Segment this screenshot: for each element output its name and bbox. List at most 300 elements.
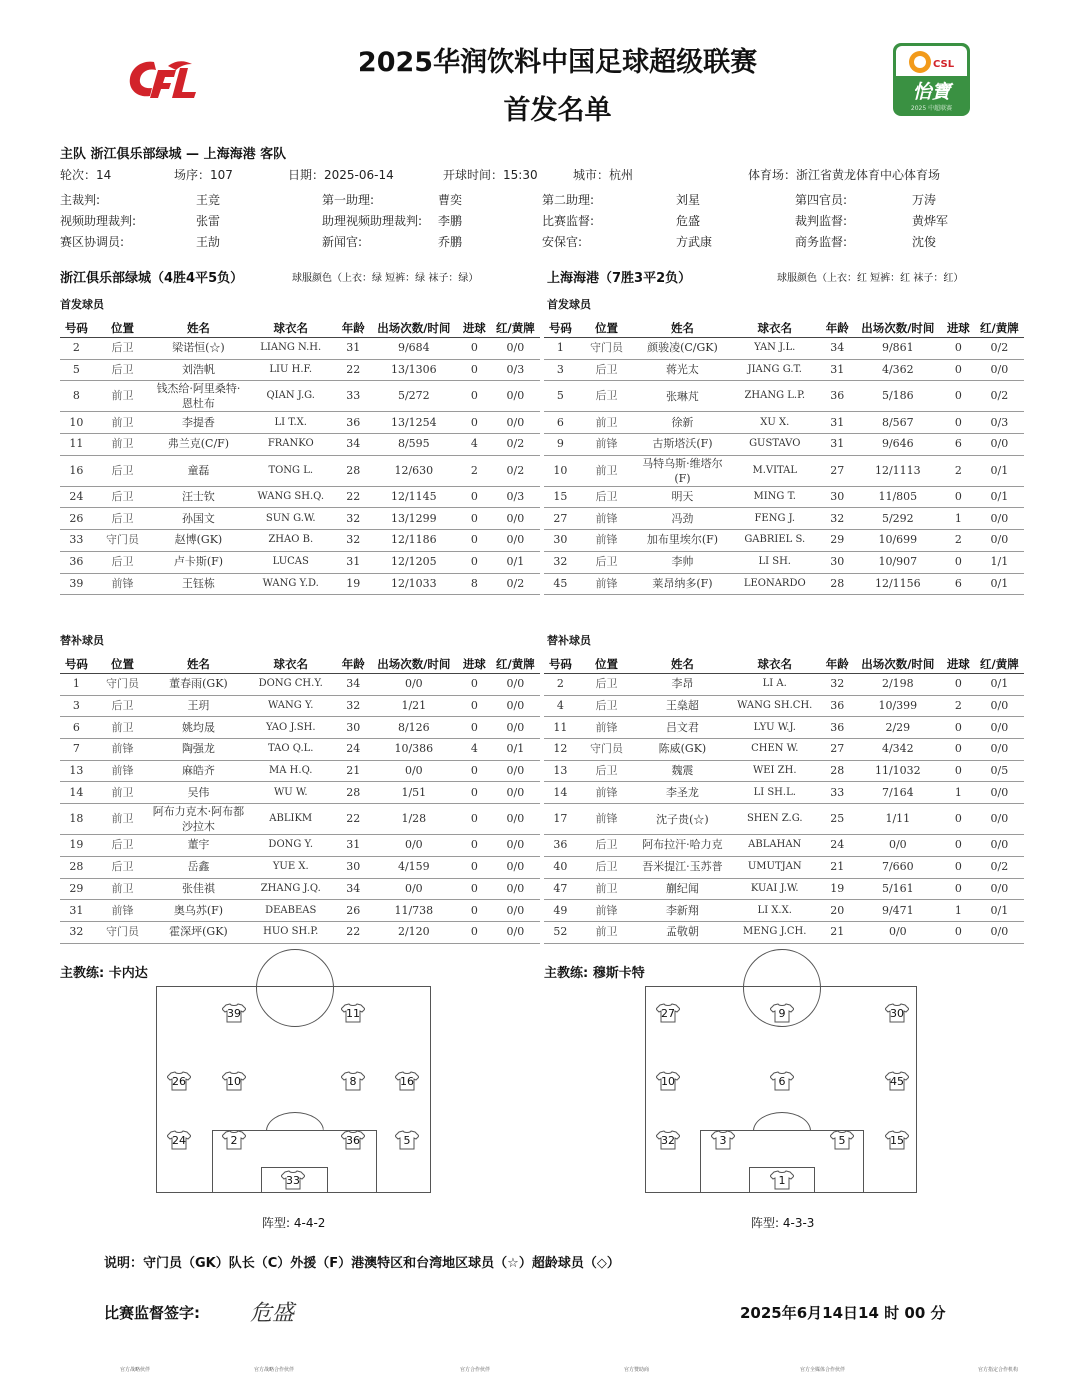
signature-datetime: 2025年6月14日14 时 00 分 <box>740 1304 946 1322</box>
player-position: 前锋 <box>577 434 636 456</box>
appearances: 7/660 <box>854 856 942 878</box>
sponsor-label: 官方合作伙伴 <box>460 1367 491 1373</box>
official-name: 万涛 <box>912 193 937 207</box>
player-row <box>60 530 540 552</box>
page-subtitle: 首发名单 <box>503 95 612 126</box>
player-row <box>544 455 1024 486</box>
goals: 0 <box>458 551 491 573</box>
goals: 0 <box>458 674 491 696</box>
supervisor-signature: 危盛 <box>250 1301 295 1326</box>
player-age: 32 <box>337 508 370 530</box>
player-name: 梁诺恒(☆) <box>152 338 244 360</box>
shirt-name: LI SH. <box>729 551 821 573</box>
player-name: 陶强龙 <box>152 739 244 761</box>
player-age: 30 <box>337 856 370 878</box>
column-header: 位置 <box>93 319 152 338</box>
appearances: 1/51 <box>370 782 458 804</box>
player-row <box>60 760 540 782</box>
player-age: 36 <box>337 412 370 434</box>
player-position: 后卫 <box>577 695 636 717</box>
player-number: 18 <box>60 804 93 835</box>
match-date: 日期：2025-06-14 <box>288 168 394 182</box>
player-row <box>544 412 1024 434</box>
official-name: 王竞 <box>196 193 221 207</box>
goals: 0 <box>458 804 491 835</box>
player-row <box>544 359 1024 381</box>
goals: 0 <box>942 878 975 900</box>
player-number: 3 <box>544 359 577 381</box>
column-header: 出场次数/时间 <box>370 319 458 338</box>
player-number: 6 <box>544 412 577 434</box>
column-header: 球衣名 <box>729 319 821 338</box>
player-age: 36 <box>821 381 854 412</box>
city: 城市：杭州 <box>573 168 634 182</box>
column-header: 位置 <box>577 655 636 674</box>
cards: 0/0 <box>491 804 540 835</box>
shirt-name: MENG J.CH. <box>729 921 821 943</box>
cards: 0/2 <box>491 573 540 595</box>
player-number: 10 <box>544 455 577 486</box>
player-age: 33 <box>821 782 854 804</box>
cards: 0/1 <box>975 900 1024 922</box>
column-header: 出场次数/时间 <box>854 655 942 674</box>
player-position: 前锋 <box>577 782 636 804</box>
goals: 0 <box>458 760 491 782</box>
column-header: 进球 <box>942 655 975 674</box>
away-starters-label: 首发球员 <box>547 298 591 311</box>
appearances: 8/126 <box>370 717 458 739</box>
shirt-name: LI A. <box>729 674 821 696</box>
shirt-name: LUCAS <box>245 551 337 573</box>
player-row <box>60 434 540 456</box>
goals: 0 <box>458 338 491 360</box>
player-number: 2 <box>544 674 577 696</box>
shirt-number: 6 <box>778 1075 786 1088</box>
player-age: 22 <box>337 359 370 381</box>
goals: 0 <box>458 782 491 804</box>
player-row <box>60 900 540 922</box>
appearances: 12/1156 <box>854 573 942 595</box>
goals: 0 <box>458 695 491 717</box>
cards: 0/3 <box>491 486 540 508</box>
player-position: 前卫 <box>93 878 152 900</box>
shirt-name: KUAI J.W. <box>729 878 821 900</box>
player-name: 蒯纪闻 <box>636 878 728 900</box>
column-header: 球衣名 <box>729 655 821 674</box>
center-arc <box>256 949 334 1027</box>
sponsor-label: 官方战略伙伴 <box>120 1367 151 1373</box>
appearances: 10/699 <box>854 530 942 552</box>
player-position: 前锋 <box>93 760 152 782</box>
shirt-name: ZHAO B. <box>245 530 337 552</box>
shirt-number: 45 <box>890 1075 904 1088</box>
column-header: 进球 <box>458 319 491 338</box>
official-name: 沈俊 <box>912 235 937 249</box>
signature-label: 比赛监督签字: <box>104 1304 200 1322</box>
player-position: 后卫 <box>93 508 152 530</box>
cards: 0/5 <box>975 760 1024 782</box>
sponsor-label: 官方战略合作伙伴 <box>254 1367 295 1373</box>
appearances: 12/1113 <box>854 455 942 486</box>
goals: 0 <box>942 717 975 739</box>
goals: 1 <box>942 900 975 922</box>
player-name: 陈威(GK) <box>636 739 728 761</box>
goals: 0 <box>458 717 491 739</box>
player-row <box>544 878 1024 900</box>
player-shirt-icon <box>222 1071 246 1091</box>
cards: 0/0 <box>491 921 540 943</box>
player-number: 28 <box>60 856 93 878</box>
player-row <box>544 551 1024 573</box>
cards: 0/0 <box>491 878 540 900</box>
appearances: 5/292 <box>854 508 942 530</box>
appearances: 11/738 <box>370 900 458 922</box>
player-name: 李新翔 <box>636 900 728 922</box>
appearances: 0/0 <box>370 835 458 857</box>
player-row <box>544 739 1024 761</box>
column-header: 姓名 <box>636 319 728 338</box>
appearances: 11/1032 <box>854 760 942 782</box>
goals: 1 <box>942 508 975 530</box>
column-header: 出场次数/时间 <box>370 655 458 674</box>
sponsor-label: 官方全媒体合作伙伴 <box>800 1367 846 1373</box>
appearances: 13/1254 <box>370 412 458 434</box>
player-position: 前锋 <box>577 900 636 922</box>
column-header: 球衣名 <box>245 319 337 338</box>
column-header: 年龄 <box>337 655 370 674</box>
goals: 0 <box>458 856 491 878</box>
player-number: 45 <box>544 573 577 595</box>
player-age: 36 <box>821 717 854 739</box>
player-age: 34 <box>337 434 370 456</box>
appearances: 11/805 <box>854 486 942 508</box>
player-name: 李昂 <box>636 674 728 696</box>
player-position: 前卫 <box>577 878 636 900</box>
appearances: 10/399 <box>854 695 942 717</box>
player-number: 49 <box>544 900 577 922</box>
appearances: 13/1306 <box>370 359 458 381</box>
cards: 0/1 <box>975 573 1024 595</box>
player-shirt-icon <box>341 1071 365 1091</box>
column-header: 红/黄牌 <box>975 655 1024 674</box>
appearances: 0/0 <box>854 835 942 857</box>
player-age: 19 <box>821 878 854 900</box>
player-position: 前卫 <box>93 804 152 835</box>
goals: 0 <box>942 804 975 835</box>
player-age: 30 <box>337 717 370 739</box>
shirt-number: 1 <box>778 1174 786 1187</box>
shirt-name: LIU H.F. <box>245 359 337 381</box>
player-name: 冯劲 <box>636 508 728 530</box>
shirt-number: 26 <box>172 1075 186 1088</box>
player-name: 张佳祺 <box>152 878 244 900</box>
appearances: 10/386 <box>370 739 458 761</box>
player-number: 33 <box>60 530 93 552</box>
player-number: 11 <box>544 717 577 739</box>
player-row <box>544 804 1024 835</box>
player-row <box>60 551 540 573</box>
column-header: 红/黄牌 <box>491 319 540 338</box>
shirt-name: LI X.X. <box>729 900 821 922</box>
cards: 0/0 <box>975 921 1024 943</box>
legend-note: 说明：守门员（GK）队长（C）外援（F）港澳特区和台湾地区球员（☆）超龄球员（◇） <box>104 1256 620 1271</box>
shirt-name: YAO J.SH. <box>245 717 337 739</box>
player-position: 守门员 <box>93 674 152 696</box>
goals: 0 <box>458 900 491 922</box>
player-position: 后卫 <box>93 695 152 717</box>
appearances: 12/1186 <box>370 530 458 552</box>
cards: 0/0 <box>975 508 1024 530</box>
player-age: 32 <box>337 530 370 552</box>
player-shirt-icon <box>656 1003 680 1023</box>
goals: 0 <box>942 760 975 782</box>
shirt-number: 11 <box>346 1007 360 1020</box>
home-coach: 主教练: 卡内达 <box>60 966 148 981</box>
cards: 0/0 <box>491 900 540 922</box>
shirt-name: GUSTAVO <box>729 434 821 456</box>
goals: 0 <box>458 878 491 900</box>
shirt-number: 27 <box>661 1007 675 1020</box>
player-row <box>544 508 1024 530</box>
player-shirt-icon <box>656 1071 680 1091</box>
player-number: 9 <box>544 434 577 456</box>
shirt-name: FENG J. <box>729 508 821 530</box>
column-header: 红/黄牌 <box>975 319 1024 338</box>
stadium: 体育场：浙江省黄龙体育中心体育场 <box>748 168 941 182</box>
player-row <box>60 782 540 804</box>
official-name: 方武康 <box>676 235 713 249</box>
player-name: 霍深坪(GK) <box>152 921 244 943</box>
goals: 2 <box>942 695 975 717</box>
appearances: 0/0 <box>854 921 942 943</box>
player-age: 31 <box>337 551 370 573</box>
kickoff-time: 开球时间：15:30 <box>443 168 538 182</box>
player-position: 前锋 <box>577 573 636 595</box>
shirt-name: DEABEAS <box>245 900 337 922</box>
player-number: 16 <box>60 455 93 486</box>
player-number: 7 <box>60 739 93 761</box>
player-position: 前锋 <box>577 717 636 739</box>
column-header: 出场次数/时间 <box>854 319 942 338</box>
shirt-name: GABRIEL S. <box>729 530 821 552</box>
shirt-name: LEONARDO <box>729 573 821 595</box>
column-header: 进球 <box>942 319 975 338</box>
csl-logo-sub: 2025 中超联赛 <box>910 105 953 112</box>
player-age: 21 <box>821 921 854 943</box>
player-shirt-icon <box>281 1170 305 1190</box>
player-number: 19 <box>60 835 93 857</box>
home-kit-colors: 球服颜色（上衣：绿 短裤：绿 袜子：绿） <box>292 273 479 284</box>
player-age: 30 <box>821 486 854 508</box>
column-header: 进球 <box>458 655 491 674</box>
player-position: 前卫 <box>577 412 636 434</box>
player-shirt-icon <box>770 1170 794 1190</box>
player-position: 后卫 <box>93 486 152 508</box>
player-name: 汪士钦 <box>152 486 244 508</box>
appearances: 9/471 <box>854 900 942 922</box>
cards: 0/0 <box>491 530 540 552</box>
player-name: 阿布拉汗·哈力克 <box>636 835 728 857</box>
cards: 0/2 <box>975 856 1024 878</box>
appearances: 2/120 <box>370 921 458 943</box>
player-position: 前卫 <box>93 412 152 434</box>
official-role: 新闻官: <box>322 235 363 249</box>
goals: 0 <box>942 359 975 381</box>
shirt-number: 8 <box>349 1075 357 1088</box>
player-age: 26 <box>337 900 370 922</box>
home-team-name: 浙江俱乐部绿城（4胜4平5负） <box>60 271 244 286</box>
player-name: 吴伟 <box>152 782 244 804</box>
player-name: 李帅 <box>636 551 728 573</box>
cards: 0/0 <box>491 835 540 857</box>
player-row <box>544 381 1024 412</box>
player-age: 28 <box>337 782 370 804</box>
csl-logo <box>893 43 970 116</box>
player-row <box>60 359 540 381</box>
official-role: 商务监督: <box>795 235 848 249</box>
shirt-name: MA H.Q. <box>245 760 337 782</box>
shirt-number: 16 <box>400 1075 414 1088</box>
player-name: 张琳芃 <box>636 381 728 412</box>
appearances: 9/646 <box>854 434 942 456</box>
goals: 0 <box>458 835 491 857</box>
player-shirt-icon <box>885 1003 909 1023</box>
goals: 0 <box>458 486 491 508</box>
player-name: 马特乌斯·维塔尔(F) <box>636 455 728 486</box>
player-position: 后卫 <box>577 359 636 381</box>
player-age: 27 <box>821 739 854 761</box>
goals: 0 <box>942 338 975 360</box>
shirt-name: M.VITAL <box>729 455 821 486</box>
official-role: 裁判监督: <box>795 214 848 228</box>
goals: 2 <box>942 530 975 552</box>
away-formation-pitch <box>645 986 917 1193</box>
player-age: 22 <box>337 804 370 835</box>
column-header: 号码 <box>544 655 577 674</box>
cards: 0/1 <box>975 486 1024 508</box>
player-row <box>544 338 1024 360</box>
sponsor-label: 官方指定合作机构 <box>978 1367 1019 1373</box>
player-row <box>544 486 1024 508</box>
player-position: 后卫 <box>577 551 636 573</box>
cards: 0/0 <box>491 674 540 696</box>
official-name: 黄烨军 <box>912 214 949 228</box>
home-subs-table <box>60 655 540 944</box>
player-name: 董宇 <box>152 835 244 857</box>
player-age: 36 <box>821 695 854 717</box>
player-shirt-icon <box>341 1003 365 1023</box>
player-number: 12 <box>544 739 577 761</box>
player-row <box>60 573 540 595</box>
player-number: 36 <box>60 551 93 573</box>
player-shirt-icon <box>770 1003 794 1023</box>
cards: 0/0 <box>975 717 1024 739</box>
player-position: 前卫 <box>577 921 636 943</box>
cards: 0/1 <box>491 551 540 573</box>
player-number: 32 <box>60 921 93 943</box>
player-row <box>60 695 540 717</box>
player-shirt-icon <box>770 1071 794 1091</box>
player-position: 守门员 <box>93 921 152 943</box>
match-number: 场序：107 <box>174 168 233 182</box>
appearances: 1/28 <box>370 804 458 835</box>
player-row <box>544 573 1024 595</box>
appearances: 0/0 <box>370 760 458 782</box>
player-shirt-icon <box>885 1130 909 1150</box>
player-number: 39 <box>60 573 93 595</box>
player-age: 31 <box>821 359 854 381</box>
column-header: 号码 <box>60 655 93 674</box>
player-position: 前卫 <box>93 381 152 412</box>
cards: 1/1 <box>975 551 1024 573</box>
goals: 6 <box>942 434 975 456</box>
player-row <box>60 381 540 412</box>
shirt-name: YAN J.L. <box>729 338 821 360</box>
player-age: 33 <box>337 381 370 412</box>
appearances: 12/1033 <box>370 573 458 595</box>
csl-logo-text: 怡寶 <box>912 81 951 103</box>
shirt-name: DONG Y. <box>245 835 337 857</box>
column-header: 姓名 <box>152 655 244 674</box>
cards: 0/2 <box>975 381 1024 412</box>
player-number: 24 <box>60 486 93 508</box>
player-age: 28 <box>821 573 854 595</box>
appearances: 9/861 <box>854 338 942 360</box>
appearances: 2/29 <box>854 717 942 739</box>
player-name: 李圣龙 <box>636 782 728 804</box>
player-name: 徐新 <box>636 412 728 434</box>
player-row <box>60 508 540 530</box>
shirt-name: ABLIKM <box>245 804 337 835</box>
appearances: 12/1205 <box>370 551 458 573</box>
player-name: 阿布力克木·阿布都沙拉木 <box>152 805 245 834</box>
player-name: 岳鑫 <box>152 856 244 878</box>
shirt-name: WANG SH.CH. <box>729 695 821 717</box>
player-shirt-icon <box>395 1071 419 1091</box>
away-subs-table <box>544 655 1024 944</box>
official-name: 危盛 <box>676 214 701 228</box>
appearances: 13/1299 <box>370 508 458 530</box>
player-name: 魏震 <box>636 760 728 782</box>
goals: 0 <box>942 856 975 878</box>
shirt-number: 24 <box>172 1134 186 1147</box>
match-teams: 主队 浙江俱乐部绿城 — 上海海港 客队 <box>60 147 287 162</box>
player-name: 吕文君 <box>636 717 728 739</box>
shirt-name: TAO Q.L. <box>245 739 337 761</box>
shirt-number: 30 <box>890 1007 904 1020</box>
official-role: 第一助理: <box>322 193 375 207</box>
official-role: 安保官: <box>542 235 583 249</box>
player-position: 前卫 <box>93 717 152 739</box>
player-name: 奥乌苏(F) <box>152 900 244 922</box>
player-position: 守门员 <box>93 530 152 552</box>
round: 轮次：14 <box>60 168 112 182</box>
player-position: 前锋 <box>577 530 636 552</box>
column-header: 号码 <box>60 319 93 338</box>
player-number: 30 <box>544 530 577 552</box>
sponsor-label: 官方赞助商 <box>624 1367 650 1373</box>
shirt-name: JIANG G.T. <box>729 359 821 381</box>
shirt-number: 36 <box>346 1134 360 1147</box>
appearances: 2/198 <box>854 674 942 696</box>
official-name: 李鹏 <box>438 214 463 228</box>
player-row <box>60 921 540 943</box>
player-row <box>60 412 540 434</box>
player-shirt-icon <box>222 1003 246 1023</box>
goals: 0 <box>942 412 975 434</box>
shirt-name: TONG L. <box>245 455 337 486</box>
player-position: 后卫 <box>93 455 152 486</box>
